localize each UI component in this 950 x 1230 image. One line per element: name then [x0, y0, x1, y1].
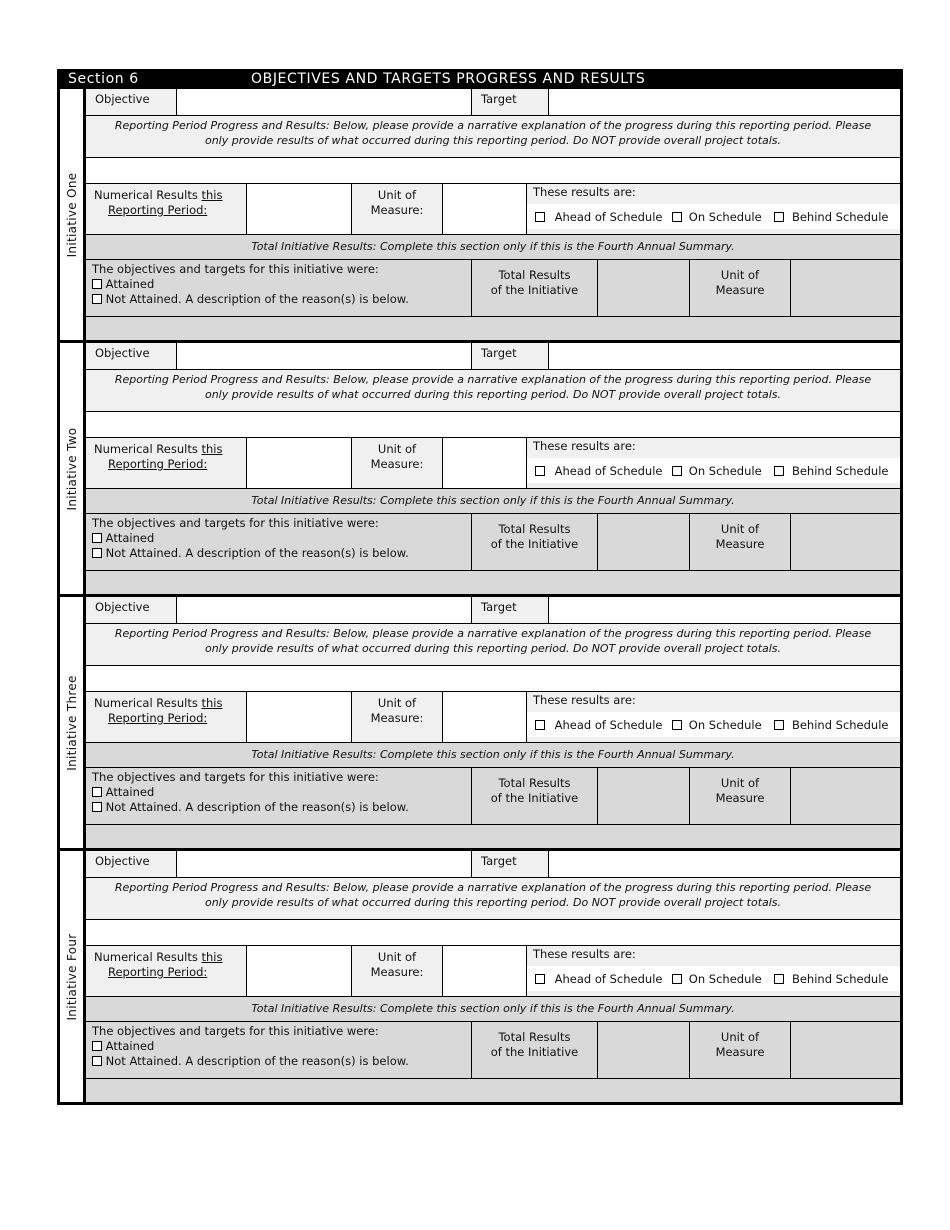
objective-input[interactable] [176, 597, 471, 623]
numerical-results-label: Numerical Results this Reporting Period: [86, 691, 246, 742]
behind-label: Behind Schedule [791, 972, 889, 986]
total-results-label: Total Results of the Initiative [471, 1021, 597, 1078]
objective-label: Objective [86, 851, 176, 877]
attained-checkbox[interactable] [92, 787, 102, 797]
not-attained-label: Not Attained. A description of the reason(s) is below. [105, 800, 409, 814]
narrative-input[interactable] [86, 157, 900, 183]
attained-label: Attained [105, 785, 155, 799]
total-unit-label: Unit of Measure [689, 513, 790, 570]
objectives-form [57, 69, 903, 1107]
not-attained-checkbox[interactable] [92, 1056, 102, 1066]
schedule-status [526, 945, 900, 996]
not-attained-checkbox[interactable] [92, 802, 102, 812]
these-results-label: These results are: [533, 185, 636, 199]
target-label: Target [471, 597, 548, 623]
numerical-results-label: Numerical Results this Reporting Period: [86, 183, 246, 234]
schedule-options [527, 204, 900, 229]
unit-of-measure-input[interactable] [442, 945, 526, 996]
on-schedule-label: On Schedule [688, 972, 762, 986]
ahead-label: Ahead of Schedule [554, 718, 663, 732]
objective-input[interactable] [176, 851, 471, 877]
target-input[interactable] [548, 851, 900, 877]
narrative-input[interactable] [86, 411, 900, 437]
section-header [57, 69, 903, 89]
reason-description-input[interactable] [86, 1078, 900, 1102]
narrative-instructions: Reporting Period Progress and Results: Below, please provide a narrative explanation of the progress during this reporting period. Please only provide results of what occurred during this reporting period. Do NOT provide overall project totals. [86, 623, 900, 665]
numerical-results-input[interactable] [246, 183, 351, 234]
unit-of-measure-label: Unit of Measure: [351, 437, 442, 488]
numerical-results-input[interactable] [246, 945, 351, 996]
total-results-input[interactable] [597, 513, 689, 570]
target-label: Target [471, 89, 548, 115]
objectives-were-label: The objectives and targets for this initiative were: [92, 770, 379, 784]
initiative-label: Initiative Four [64, 932, 79, 1021]
total-results-label: Total Results of the Initiative [471, 513, 597, 570]
reason-description-input[interactable] [86, 316, 900, 340]
initiative-block [57, 343, 903, 597]
numerical-results-label: Numerical Results this Reporting Period: [86, 437, 246, 488]
ahead-checkbox[interactable] [535, 974, 545, 984]
schedule-status [526, 183, 900, 234]
on-schedule-checkbox[interactable] [672, 720, 682, 730]
reason-description-input[interactable] [86, 570, 900, 594]
section-title: OBJECTIVES AND TARGETS PROGRESS AND RESULTS [251, 71, 646, 87]
on-schedule-checkbox[interactable] [672, 466, 682, 476]
initiative-block [57, 851, 903, 1105]
attainment-section [86, 259, 471, 316]
not-attained-checkbox[interactable] [92, 294, 102, 304]
narrative-input[interactable] [86, 665, 900, 691]
unit-of-measure-label: Unit of Measure: [351, 945, 442, 996]
ahead-checkbox[interactable] [535, 212, 545, 222]
on-schedule-label: On Schedule [688, 718, 762, 732]
total-initiative-header: Total Initiative Results: Complete this section only if this is the Fourth Annual Summary. [86, 488, 900, 513]
objectives-were-label: The objectives and targets for this initiative were: [92, 1024, 379, 1038]
behind-checkbox[interactable] [774, 720, 784, 730]
objective-input[interactable] [176, 343, 471, 369]
objectives-were-label: The objectives and targets for this initiative were: [92, 516, 379, 530]
objective-label: Objective [86, 343, 176, 369]
not-attained-checkbox[interactable] [92, 548, 102, 558]
total-unit-input[interactable] [790, 767, 900, 824]
total-unit-label: Unit of Measure [689, 259, 790, 316]
unit-of-measure-label: Unit of Measure: [351, 691, 442, 742]
total-results-input[interactable] [597, 259, 689, 316]
attained-checkbox[interactable] [92, 279, 102, 289]
attained-label: Attained [105, 531, 155, 545]
initiative-label: Initiative Two [64, 427, 79, 510]
total-results-input[interactable] [597, 1021, 689, 1078]
unit-of-measure-input[interactable] [442, 437, 526, 488]
schedule-status [526, 691, 900, 742]
behind-label: Behind Schedule [791, 210, 889, 224]
attained-checkbox[interactable] [92, 533, 102, 543]
objective-input[interactable] [176, 89, 471, 115]
total-unit-input[interactable] [790, 1021, 900, 1078]
ahead-checkbox[interactable] [535, 466, 545, 476]
attainment-section [86, 513, 471, 570]
target-label: Target [471, 851, 548, 877]
objective-label: Objective [86, 597, 176, 623]
total-initiative-header: Total Initiative Results: Complete this section only if this is the Fourth Annual Summary. [86, 742, 900, 767]
initiative-side-label [60, 89, 86, 340]
total-initiative-header: Total Initiative Results: Complete this section only if this is the Fourth Annual Summary. [86, 234, 900, 259]
ahead-checkbox[interactable] [535, 720, 545, 730]
section-number: Section 6 [68, 71, 139, 87]
not-attained-label: Not Attained. A description of the reason(s) is below. [105, 292, 409, 306]
total-results-input[interactable] [597, 767, 689, 824]
objective-label: Objective [86, 89, 176, 115]
schedule-options [527, 458, 900, 483]
total-unit-label: Unit of Measure [689, 767, 790, 824]
initiative-side-label [60, 851, 86, 1102]
target-input[interactable] [548, 597, 900, 623]
narrative-instructions: Reporting Period Progress and Results: Below, please provide a narrative explanation of the progress during this reporting period. Please only provide results of what occurred during this reporting period. Do NOT provide overall project totals. [86, 115, 900, 157]
numerical-results-label: Numerical Results this Reporting Period: [86, 945, 246, 996]
initiative-label: Initiative One [64, 172, 79, 257]
attained-label: Attained [105, 277, 155, 291]
objectives-were-label: The objectives and targets for this initiative were: [92, 262, 379, 276]
unit-of-measure-label: Unit of Measure: [351, 183, 442, 234]
on-schedule-checkbox[interactable] [672, 974, 682, 984]
numerical-results-input[interactable] [246, 437, 351, 488]
schedule-status [526, 437, 900, 488]
initiative-side-label [60, 343, 86, 594]
on-schedule-checkbox[interactable] [672, 212, 682, 222]
total-unit-input[interactable] [790, 513, 900, 570]
reason-description-input[interactable] [86, 824, 900, 848]
these-results-label: These results are: [533, 693, 636, 707]
total-results-label: Total Results of the Initiative [471, 767, 597, 824]
these-results-label: These results are: [533, 439, 636, 453]
total-results-label: Total Results of the Initiative [471, 259, 597, 316]
behind-checkbox[interactable] [774, 974, 784, 984]
these-results-label: These results are: [533, 947, 636, 961]
ahead-label: Ahead of Schedule [554, 210, 663, 224]
on-schedule-label: On Schedule [688, 210, 762, 224]
on-schedule-label: On Schedule [688, 464, 762, 478]
narrative-input[interactable] [86, 919, 900, 945]
attainment-section [86, 767, 471, 824]
initiative-label: Initiative Three [64, 674, 79, 771]
attained-label: Attained [105, 1039, 155, 1053]
target-label: Target [471, 343, 548, 369]
total-initiative-header: Total Initiative Results: Complete this section only if this is the Fourth Annual Summary. [86, 996, 900, 1021]
total-unit-label: Unit of Measure [689, 1021, 790, 1078]
initiative-block [57, 89, 903, 343]
numerical-results-input[interactable] [246, 691, 351, 742]
behind-checkbox[interactable] [774, 212, 784, 222]
narrative-instructions: Reporting Period Progress and Results: Below, please provide a narrative explanation of the progress during this reporting period. Please only provide results of what occurred during this reporting period. Do NOT provide overall project totals. [86, 369, 900, 411]
not-attained-label: Not Attained. A description of the reason(s) is below. [105, 546, 409, 560]
schedule-options [527, 712, 900, 737]
target-input[interactable] [548, 89, 900, 115]
target-input[interactable] [548, 343, 900, 369]
behind-checkbox[interactable] [774, 466, 784, 476]
ahead-label: Ahead of Schedule [554, 972, 663, 986]
initiative-block [57, 597, 903, 851]
not-attained-label: Not Attained. A description of the reason(s) is below. [105, 1054, 409, 1068]
attainment-section [86, 1021, 471, 1078]
behind-label: Behind Schedule [791, 464, 889, 478]
attained-checkbox[interactable] [92, 1041, 102, 1051]
initiative-side-label [60, 597, 86, 848]
unit-of-measure-input[interactable] [442, 691, 526, 742]
schedule-options [527, 966, 900, 991]
ahead-label: Ahead of Schedule [554, 464, 663, 478]
total-unit-input[interactable] [790, 259, 900, 316]
narrative-instructions: Reporting Period Progress and Results: Below, please provide a narrative explanation of the progress during this reporting period. Please only provide results of what occurred during this reporting period. Do NOT provide overall project totals. [86, 877, 900, 919]
unit-of-measure-input[interactable] [442, 183, 526, 234]
behind-label: Behind Schedule [791, 718, 889, 732]
